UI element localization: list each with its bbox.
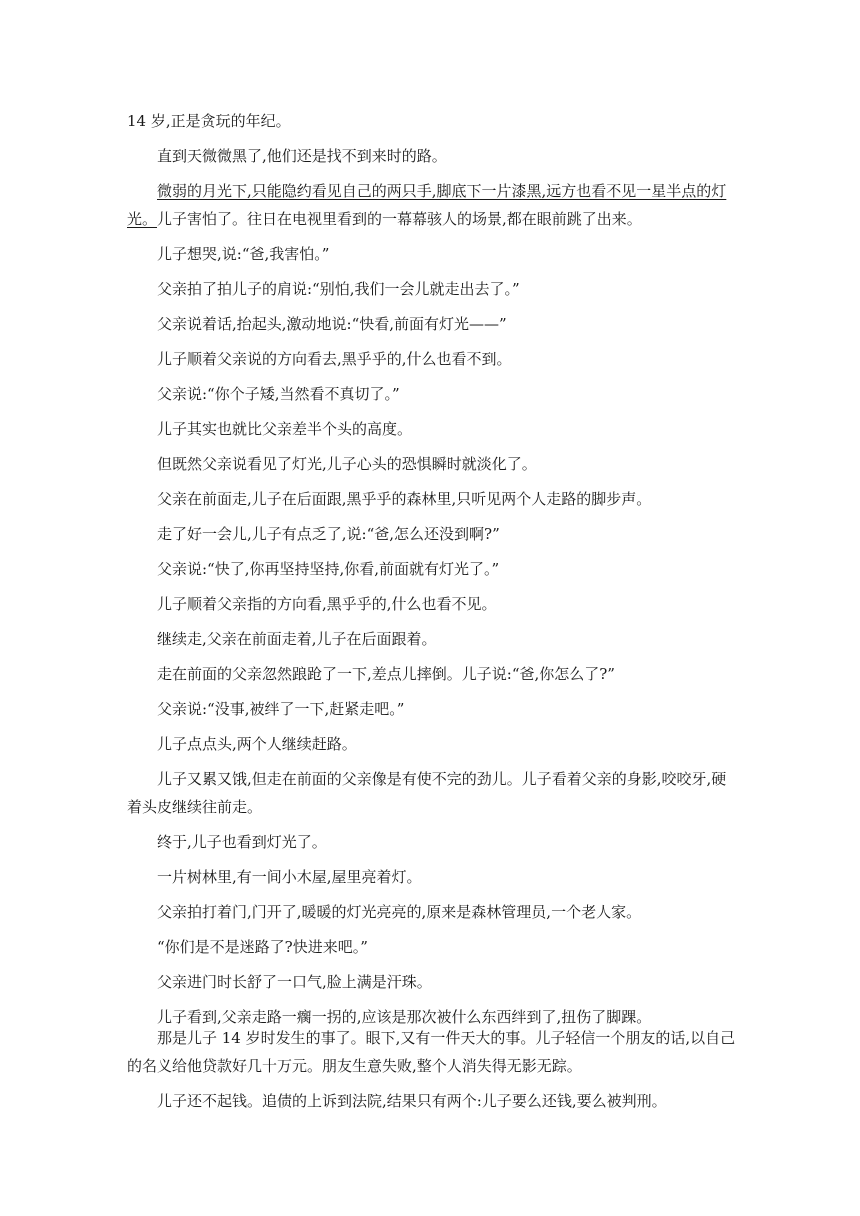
paragraph: [127, 765, 737, 821]
paragraph-text: 儿子顺着父亲说的方向看去,黑乎乎的,什么也看不到。: [157, 350, 512, 368]
paragraph-text: 14 岁,正是贪玩的年纪。: [127, 112, 291, 130]
paragraph-text: 儿子还不起钱。追债的上诉到法院,结果只有两个:儿子要么还钱,要么被判刑。: [157, 1092, 667, 1110]
paragraph-text: 一片树林里,有一间小木屋,屋里亮着灯。: [157, 868, 422, 886]
paragraph-text: 儿子点点头,两个人继续赶路。: [157, 735, 357, 753]
paragraph-text: 儿子害怕了。往日在电视里看到的一幕幕骇人的场景,都在眼前跳了出来。: [157, 210, 642, 228]
paragraph-text: 继续走,父亲在前面走着,儿子在后面跟着。: [157, 630, 437, 648]
paragraph-text: 父亲拍了拍儿子的肩说:“别怕,我们一会儿就走出去了。”: [157, 280, 520, 298]
paragraph: [127, 310, 737, 338]
paragraph: [127, 275, 737, 303]
paragraph: [127, 695, 737, 723]
paragraph-text: 儿子顺着父亲指的方向看,黑乎乎的,什么也看不见。: [157, 595, 497, 613]
paragraph: [127, 380, 737, 408]
paragraph: [127, 625, 737, 653]
paragraph: [127, 590, 737, 618]
paragraph: [127, 828, 737, 856]
paragraph-text: 终于,儿子也看到灯光了。: [157, 833, 327, 851]
paragraph: [127, 933, 737, 961]
paragraph-text: 父亲拍打着门,门开了,暖暖的灯光亮亮的,原来是森林管理员,一个老人家。: [157, 903, 642, 921]
paragraph: [127, 863, 737, 891]
paragraph: [127, 177, 737, 233]
paragraph: [127, 240, 737, 268]
paragraph-text: 那是儿子 14 岁时发生的事了。眼下,又有一件天大的事。儿子轻信一个朋友的话,以自己的名义给他贷款好几十万元。朋友生意失败,整个人消失得无影无踪。: [127, 1029, 736, 1075]
paragraph-text: 儿子看到,父亲走路一瘸一拐的,应该是那次被什么东西绊到了,扭伤了脚踝。: [157, 1008, 652, 1026]
paragraph-text: 儿子又累又饿,但走在前面的父亲像是有使不完的劲儿。儿子看着父亲的身影,咬咬牙,硬着头皮继续往前走。: [127, 770, 727, 816]
paragraph-text: 父亲进门时长舒了一口气,脸上满是汗珠。: [157, 973, 432, 991]
paragraph-text: 儿子想哭,说:“爸,我害怕。”: [157, 245, 330, 263]
paragraph: [127, 345, 737, 373]
paragraph-text: 父亲说着话,抬起头,激动地说:“快看,前面有灯光——”: [157, 315, 507, 333]
paragraph-text: 直到天微微黑了,他们还是找不到来时的路。: [157, 147, 447, 165]
paragraph-text: 父亲说:“快了,你再坚持坚持,你看,前面就有灯光了。”: [157, 560, 500, 578]
paragraph: [127, 142, 737, 170]
paragraph-text: 父亲在前面走,儿子在后面跟,黑乎乎的森林里,只听见两个人走路的脚步声。: [157, 490, 652, 508]
paragraph: [127, 660, 737, 688]
paragraph: [127, 520, 737, 548]
paragraph: [127, 1087, 737, 1115]
underlined-sentence: 微弱的月光下,只能隐约看见自己的两只手,脚底下一片漆黑,远方也看不见一星半点的灯光。: [127, 182, 727, 228]
paragraph-text: 父亲说:“没事,被绊了一下,赶紧走吧。”: [157, 700, 405, 718]
paragraph-text: 父亲说:“你个子矮,当然看不真切了。”: [157, 385, 400, 403]
paragraph-text: 走在前面的父亲忽然踉跄了一下,差点儿摔倒。儿子说:“爸,你怎么了?”: [157, 665, 615, 683]
paragraph-text: 儿子其实也就比父亲差半个头的高度。: [157, 420, 413, 438]
paragraph: [127, 730, 737, 758]
paragraph-text: 走了好一会儿,儿子有点乏了,说:“爸,怎么还没到啊?”: [157, 525, 500, 543]
paragraph: [127, 968, 737, 996]
paragraph: [127, 1024, 737, 1080]
paragraph: [127, 450, 737, 478]
paragraph: [127, 898, 737, 926]
paragraph-text: 但既然父亲说看见了灯光,儿子心头的恐惧瞬时就淡化了。: [157, 455, 537, 473]
paragraph: [127, 415, 737, 443]
paragraph: [127, 107, 737, 135]
paragraph-text: “你们是不是迷路了?快进来吧。”: [157, 938, 368, 956]
paragraph: [127, 555, 737, 583]
paragraph: [127, 485, 737, 513]
